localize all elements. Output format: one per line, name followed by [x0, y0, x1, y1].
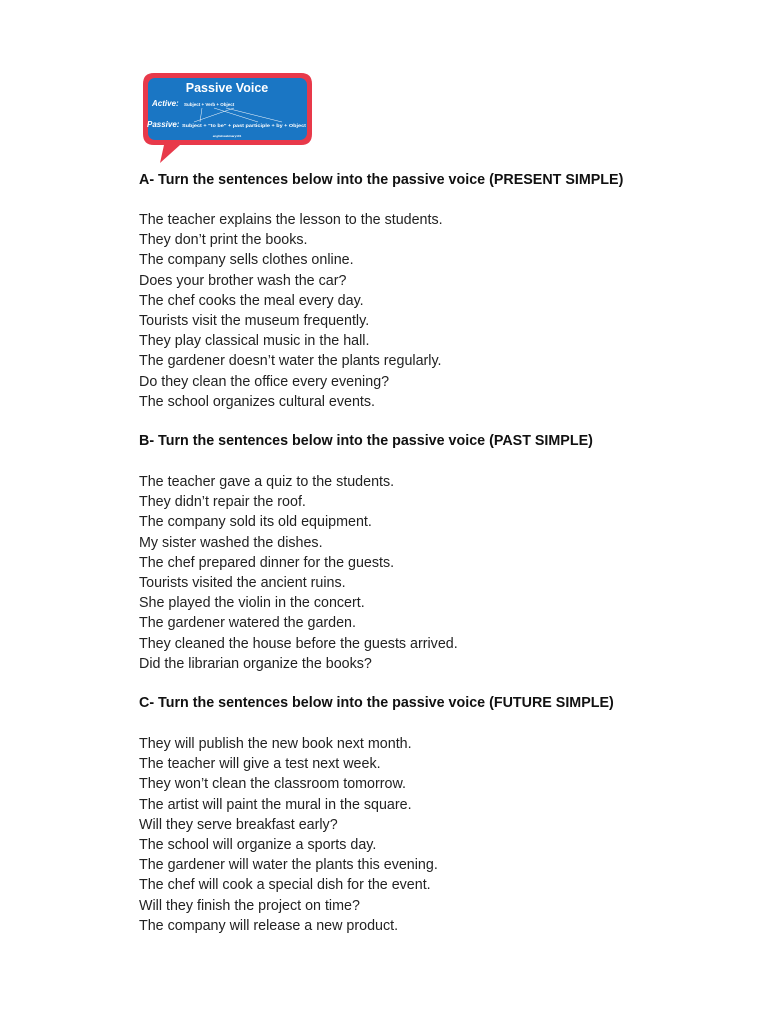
item-text: The teacher explains the lesson to the students.: [139, 212, 443, 228]
logo-title: Passive Voice: [185, 81, 269, 95]
item-text: The company sells clothes online.: [139, 252, 354, 269]
item-text: Will they finish the project on time?: [139, 897, 360, 914]
item-text: The company sold its old equipment.: [139, 514, 372, 531]
item-text: They will publish the new book next month.: [139, 736, 412, 752]
item-text: The teacher gave a quiz to the students.: [139, 474, 395, 490]
item-text: The gardener will water the plants this evening.: [139, 857, 438, 874]
item-text: My sister washed the dishes.: [139, 534, 323, 551]
section-a-heading: A- Turn the sentences below into the passive voice (PRESENT SIMPLE): [139, 172, 624, 188]
item-text: The teacher will give a test next week.: [139, 756, 381, 773]
logo-active-formula: Subject + Verb + Object: [184, 102, 235, 107]
item-text: They play classical music in the hall.: [139, 333, 370, 350]
logo-passive-label: Passive:: [147, 120, 180, 129]
logo-passive-formula: Subject + "to be" + past participle + by + Object: [182, 123, 307, 128]
item-text: The school organizes cultural events.: [139, 393, 376, 410]
item-text: The school will organize a sports day.: [139, 836, 377, 853]
item-text: They cleaned the house before the guests arrived.: [139, 635, 458, 652]
item-text: The company will release a new product.: [139, 917, 399, 934]
item-text: They don’t print the books.: [139, 232, 308, 249]
item-text: Do they clean the office every evening?: [139, 373, 390, 390]
item-text: Did the librarian organize the books?: [139, 655, 372, 672]
item-text: The gardener watered the garden.: [139, 615, 356, 632]
item-text: The gardener doesn’t water the plants regularly.: [139, 353, 442, 370]
item-text: Tourists visited the ancient ruins.: [139, 574, 346, 591]
item-text: The artist will paint the mural in the square.: [139, 796, 412, 813]
item-text: They won’t clean the classroom tomorrow.: [139, 776, 406, 793]
logo-active-label: Active:: [152, 99, 179, 108]
item-text: Tourists visit the museum frequently.: [139, 312, 370, 329]
item-text: She played the violin in the concert.: [139, 595, 365, 612]
item-text: Does your brother wash the car?: [139, 272, 347, 289]
item-text: The chef cooks the meal every day.: [139, 292, 364, 309]
item-text: The chef prepared dinner for the guests.: [139, 554, 395, 571]
item-text: Will they serve breakfast early?: [139, 816, 338, 833]
item-text: The chef will cook a special dish for the event.: [139, 877, 431, 894]
section-b-heading: B- Turn the sentences below into the passive voice (PAST SIMPLE): [139, 433, 593, 449]
logo-footer: englishwebinary101: [212, 134, 242, 138]
passive-voice-logo: [140, 70, 315, 167]
item-text: They didn’t repair the roof.: [139, 494, 306, 511]
section-c-heading: C- Turn the sentences below into the passive voice (FUTURE SIMPLE): [139, 695, 614, 711]
